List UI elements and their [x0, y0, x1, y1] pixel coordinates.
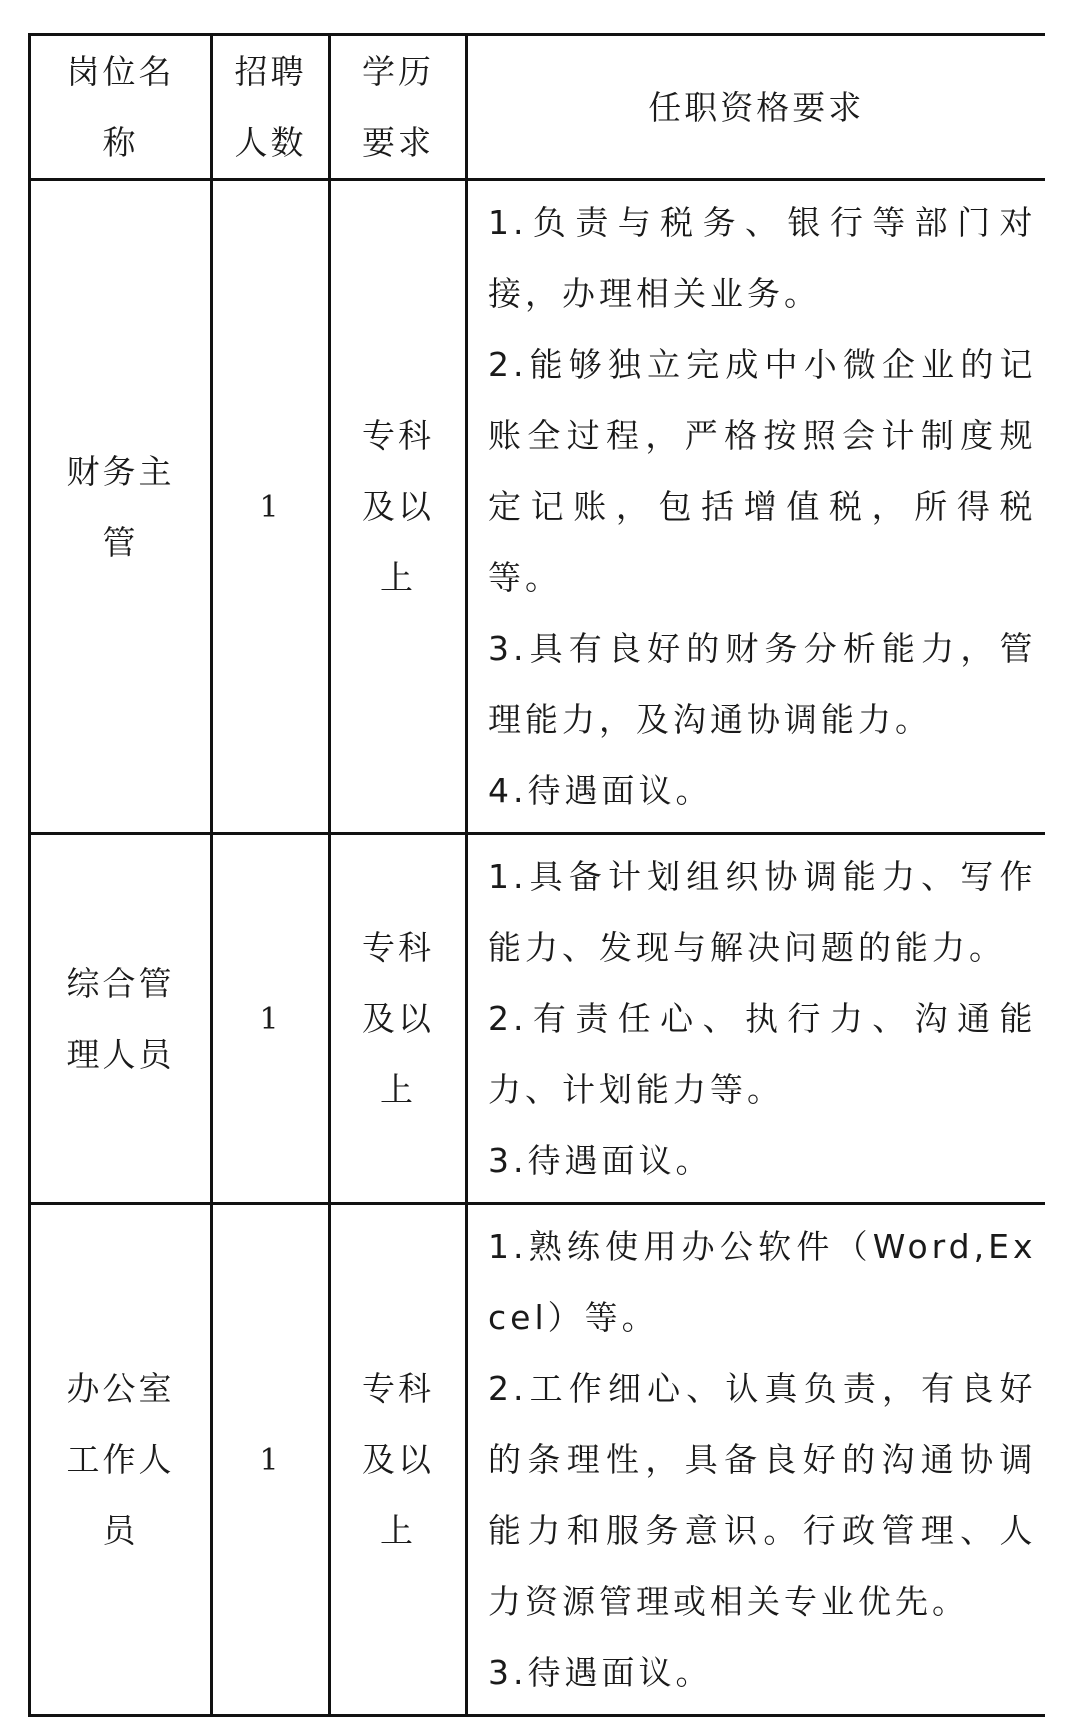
requirement-item: 3.待遇面议。	[488, 1141, 713, 1180]
cell-requirements	[467, 180, 1045, 834]
requirement-item: 4.待遇面议。	[488, 771, 713, 810]
table-row	[30, 834, 1045, 1204]
job-requirements-table	[28, 33, 1045, 1717]
cell-position: 办公室工作人员	[30, 1204, 212, 1716]
cell-requirements	[467, 834, 1045, 1204]
table-row	[30, 180, 1045, 834]
header-requirements: 任职资格要求	[467, 35, 1045, 180]
cell-count: 1	[212, 834, 330, 1204]
table-header-row	[30, 35, 1045, 180]
requirement-item: 1.具备计划组织协调能力、写作能力、发现与解决问题的能力。	[488, 857, 1037, 967]
cell-education: 专科及以上	[330, 1204, 467, 1716]
requirement-item: 1.熟练使用办公软件（Word,Excel）等。	[488, 1227, 1037, 1337]
requirement-item: 3.具有良好的财务分析能力，管理能力，及沟通协调能力。	[488, 629, 1037, 739]
requirement-item: 3.待遇面议。	[488, 1653, 713, 1692]
cell-count: 1	[212, 1204, 330, 1716]
requirement-item: 2.工作细心、认真负责，有良好的条理性，具备良好的沟通协调能力和服务意识。行政管理、人力资源管理或相关专业优先。	[488, 1369, 1037, 1621]
cell-position: 财务主管	[30, 180, 212, 834]
table-row	[30, 1204, 1045, 1716]
header-position: 岗位名称	[30, 35, 212, 180]
requirement-item: 1.负责与税务、银行等部门对接，办理相关业务。	[488, 203, 1037, 313]
cell-count: 1	[212, 180, 330, 834]
cell-education: 专科及以上	[330, 834, 467, 1204]
header-count: 招聘人数	[212, 35, 330, 180]
cell-education: 专科及以上	[330, 180, 467, 834]
cell-requirements	[467, 1204, 1045, 1716]
requirement-item: 2.有责任心、执行力、沟通能力、计划能力等。	[488, 999, 1037, 1109]
header-education: 学历要求	[330, 35, 467, 180]
requirement-item: 2.能够独立完成中小微企业的记账全过程，严格按照会计制度规定记账，包括增值税，所得税等。	[488, 345, 1037, 597]
cell-position: 综合管理人员	[30, 834, 212, 1204]
